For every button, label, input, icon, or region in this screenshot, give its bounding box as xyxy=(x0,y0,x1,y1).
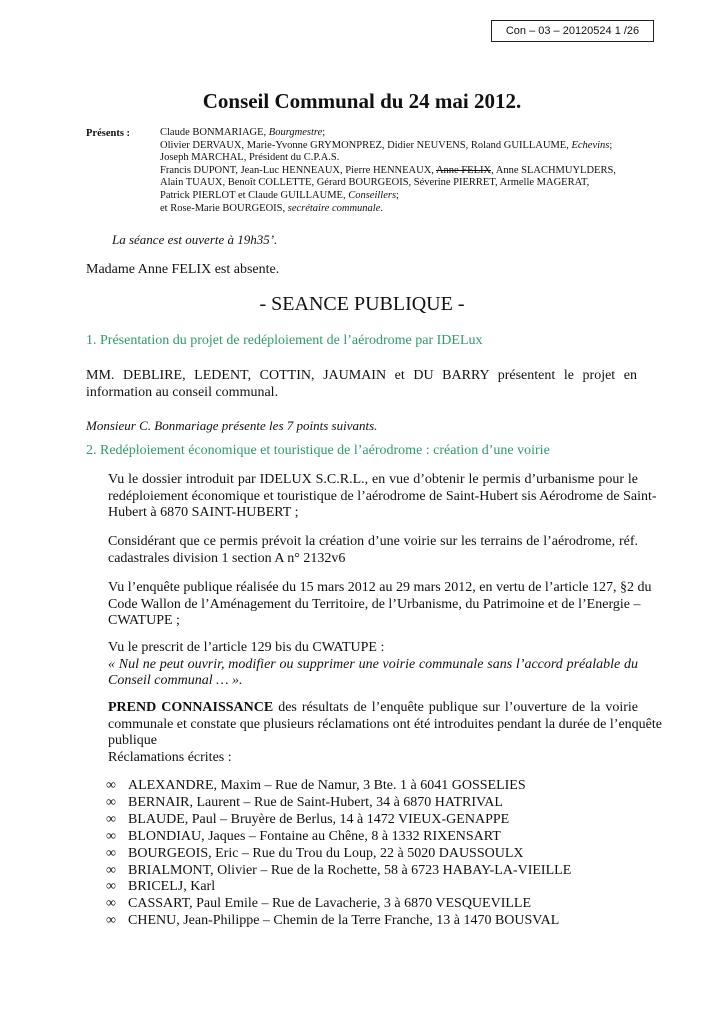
infinity-bullet-icon: ∞ xyxy=(106,913,116,929)
infinity-bullet-icon: ∞ xyxy=(106,778,116,793)
point-2-paragraph-considerant: Considérant que ce permis prévoit la création d’une voirie sur les terrains de l’aérodrome, réf. cadastrales division 1 section A n° 2132v6 xyxy=(108,534,638,566)
list-item: ∞ ALEXANDRE, Maxim – Rue de Namur, 3 Bte. 1 à 6041 GOSSELIES xyxy=(106,778,526,793)
point-2-paragraph-dossier: Vu le dossier introduit par IDELUX S.C.R.L., en vue d’obtenir le permis d’urbanisme pour le redéploiement économique et touristique de l’aérodrome de Saint-Hubert sis Aérodrome de Saint- Hubert à 6870 SAINT-HUBERT ; xyxy=(108,472,657,520)
infinity-bullet-icon: ∞ xyxy=(106,828,116,844)
point-1-paragraph: MM. DEBLIRE, LEDENT, COTTIN, JAUMAIN et DU BARRY présentent le projet en information au conseil communal. xyxy=(86,368,637,400)
attendee-line: Olivier DERVAUX, Marie-Yvonne GRYMONPREZ, Didier NEUVENS, Roland GUILLAUME, Echevins; xyxy=(160,139,613,151)
point-2-paragraph-prend-connaissance: PREND CONNAISSANCE des résultats de l’enquête publique sur l’ouverture de la voirie communale et constate que plusieurs réclamations ont été introduites pendant la durée de l’enquête publique Réclamations écrites : xyxy=(108,700,662,765)
infinity-bullet-icon: ∞ xyxy=(106,862,116,878)
attendee-line: et Rose-Marie BOURGEOIS, secrétaire communale. xyxy=(160,202,383,214)
attendee-line: Alain TUAUX, Benoît COLLETTE, Gérard BOURGEOIS, Séverine PIERRET, Armelle MAGERAT, xyxy=(160,177,590,189)
infinity-bullet-icon: ∞ xyxy=(106,896,116,912)
presents-label: Présents : xyxy=(86,128,131,139)
infinity-bullet-icon: ∞ xyxy=(106,845,116,861)
list-item: ∞ BLAUDE, Paul – Bruyère de Berlus, 14 à 1472 VIEUX-GENAPPE xyxy=(106,811,510,827)
list-item: ∞ BLONDIAU, Jaques – Fontaine au Chêne, 8 à 1332 RIXENSART xyxy=(106,828,501,844)
attendee-line: Claude BONMARIAGE, Bourgmestre; xyxy=(160,127,326,138)
infinity-bullet-icon: ∞ xyxy=(106,811,116,827)
list-item: ∞ BRICELJ, Karl xyxy=(106,879,216,895)
point-1-note: Monsieur C. Bonmariage présente les 7 points suivants. xyxy=(86,418,378,433)
point-1-heading: 1. Présentation du projet de redéploiement de l’aérodrome par IDELux xyxy=(86,333,483,348)
section-title-public-session: - SEANCE PUBLIQUE - xyxy=(259,293,465,315)
document-reference: Con – 03 – 20120524 1 /26 xyxy=(491,20,654,42)
page-title: Conseil Communal du 24 mai 2012. xyxy=(202,89,522,113)
list-item: ∞ CASSART, Paul Emile – Rue de Lavacherie, 3 à 6870 VESQUEVILLE xyxy=(106,896,532,912)
infinity-bullet-icon: ∞ xyxy=(106,879,116,895)
session-opening-note: La séance est ouverte à 19h35’. xyxy=(112,232,278,247)
point-2-paragraph-enquete: Vu l’enquête publique réalisée du 15 mars 2012 au 29 mars 2012, en vertu de l’article 127, §2 du Code Wallon de l’Aménagement du Territoire, de l’Urbanisme, du Patrimoine et de l’Energie – CWATUPE ; xyxy=(108,580,652,628)
absence-note: Madame Anne FELIX est absente. xyxy=(86,262,280,277)
struck-name: Anne FELIX xyxy=(435,164,492,176)
list-item: ∞ CHENU, Jean-Philippe – Chemin de la Terre Franche, 13 à 1470 BOUSVAL xyxy=(106,913,560,929)
attendees-list xyxy=(160,127,640,215)
claims-list xyxy=(106,778,571,930)
attendee-line: Joseph MARCHAL, Président du C.P.A.S. xyxy=(160,152,340,164)
list-item: ∞ BOURGEOIS, Eric – Rue du Trou du Loup, 22 à 5020 DAUSSOULX xyxy=(106,845,524,861)
point-2-paragraph-article: Vu le prescrit de l’article 129 bis du CWATUPE : « Nul ne peut ouvrir, modifier ou supprimer une voirie communale sans l’accord préalable du Conseil communal … ». xyxy=(108,640,638,688)
infinity-bullet-icon: ∞ xyxy=(106,794,116,810)
point-2-heading: 2. Redéploiement économique et touristique de l’aérodrome : création d’une voirie xyxy=(86,443,550,458)
list-item: ∞ BRIALMONT, Olivier – Rue de la Rochette, 58 à 6723 HABAY-LA-VIEILLE xyxy=(106,862,572,878)
list-item: ∞ BERNAIR, Laurent – Rue de Saint-Hubert, 34 à 6870 HATRIVAL xyxy=(106,794,503,810)
attendee-line: Patrick PIERLOT et Claude GUILLAUME, Conseillers; xyxy=(160,189,399,201)
attendee-line: Francis DUPONT, Jean-Luc HENNEAUX, Pierre HENNEAUX, Anne FELIX, Anne SLACHMUYLDERS, xyxy=(160,164,616,176)
